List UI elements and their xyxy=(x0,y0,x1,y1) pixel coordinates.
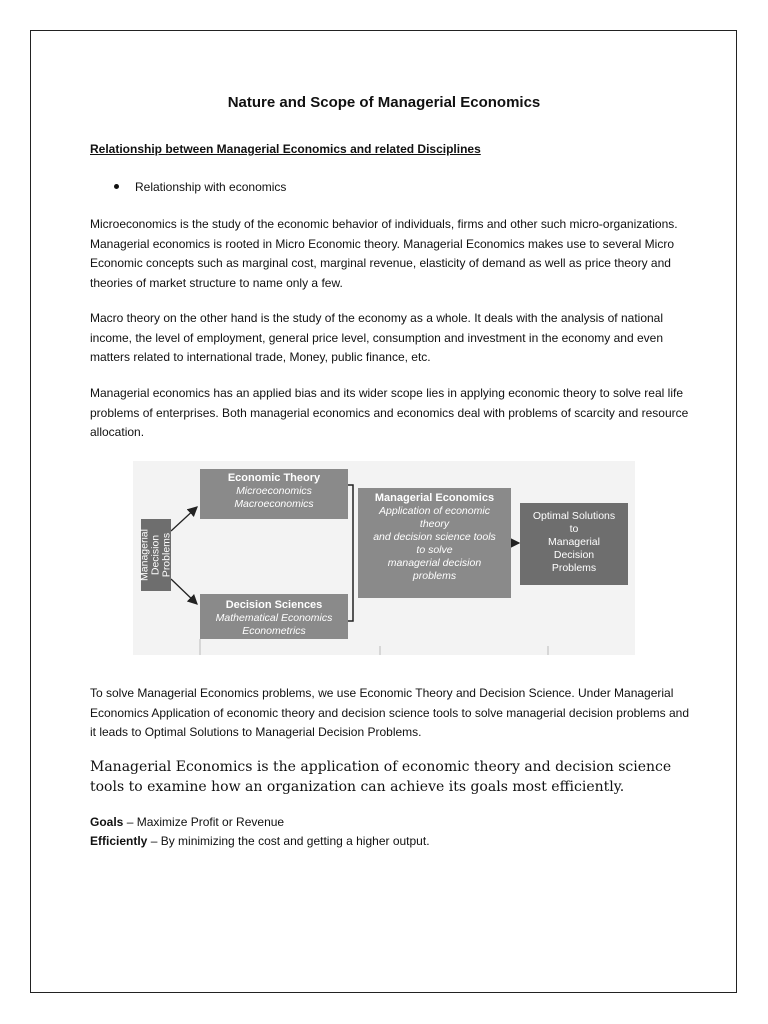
bullet-item xyxy=(114,180,286,194)
managerial-economics-line: managerial decision xyxy=(387,557,482,569)
term-efficiently xyxy=(90,834,430,848)
document-title: Nature and Scope of Managerial Economics xyxy=(227,94,541,111)
paragraph-applied-bias: Managerial economics has an applied bias and its wider scope lies in applying economic theory to solve real life problems of enterprises. Both managerial economics and economics deal with problems of scarcity and resource allocation. xyxy=(90,386,689,439)
optimal-line: to xyxy=(569,523,579,535)
decision-sciences-title: Decision Sciences xyxy=(225,599,323,611)
decision-sciences-line: Mathematical Economics xyxy=(215,612,333,624)
term-label: Efficiently xyxy=(90,834,148,848)
optimal-line: Managerial xyxy=(548,536,600,548)
managerial-economics-line: Application of economic xyxy=(379,505,490,517)
optimal-solutions-box xyxy=(520,503,628,585)
source-label-line: Managerial xyxy=(138,529,151,581)
paragraph-macro-theory: Macro theory on the other hand is the study of the economy as a whole. It deals with the analysis of national income, the level of employment, general price level, consumption and investment in the economy and even matters related to international trade, Money, public finance, etc. xyxy=(90,311,663,364)
economic-theory-title: Economic Theory xyxy=(227,472,321,484)
bullet-text: Relationship with economics xyxy=(135,180,287,194)
economic-theory-line: Microeconomics xyxy=(236,485,312,497)
bullet-dot-icon xyxy=(114,184,119,189)
managerial-economics-line: theory xyxy=(419,518,450,530)
optimal-line: Optimal Solutions xyxy=(532,510,616,522)
definition-text: Managerial Economics is the application of economic theory and decision science tools to examine how an organization can achieve its goals most efficiently. xyxy=(90,759,672,795)
decision-sciences-line: Econometrics xyxy=(242,625,306,637)
source-label-line: Decision xyxy=(149,534,162,576)
term-description: – Maximize Profit or Revenue xyxy=(123,815,285,829)
optimal-line: Decision xyxy=(553,549,595,561)
managerial-economics-title: Managerial Economics xyxy=(374,492,495,504)
optimal-line: Problems xyxy=(551,562,597,574)
source-label-line: Problems xyxy=(160,532,173,578)
economic-theory-line: Macroeconomics xyxy=(234,498,314,510)
managerial-economics-diagram xyxy=(133,461,635,655)
section-heading: Relationship between Managerial Economics and related Disciplines xyxy=(90,142,481,156)
arrow-to-economic-theory xyxy=(171,507,197,531)
term-description: – By minimizing the cost and getting a higher output. xyxy=(147,834,430,848)
managerial-economics-box xyxy=(358,488,511,598)
paragraph-microeconomics: Microeconomics is the study of the economic behavior of individuals, firms and other such micro-organizations. Managerial economics is rooted in Micro Economic theory. Managerial Economics makes use to several Micro Economic concepts such as marginal cost, marginal revenue, elasticity of demand as well as price theory and theories of market structure to name only a few. xyxy=(90,217,678,290)
economic-theory-box xyxy=(200,469,348,519)
managerial-economics-line: problems xyxy=(412,570,457,582)
term-goals xyxy=(90,815,284,829)
arrow-to-decision-sciences xyxy=(171,579,197,604)
managerial-decision-problems-box xyxy=(138,519,173,591)
paragraph-solve-problems: To solve Managerial Economics problems, we use Economic Theory and Decision Science. Under Managerial Economics Application of economic theory and decision science tools to solve managerial decision problems and it leads to Optimal Solutions to Managerial Decision Problems. xyxy=(90,686,689,739)
managerial-economics-line: and decision science tools xyxy=(373,531,496,543)
managerial-economics-line: to solve xyxy=(416,544,453,556)
decision-sciences-box xyxy=(200,594,348,639)
term-label: Goals xyxy=(90,815,124,829)
